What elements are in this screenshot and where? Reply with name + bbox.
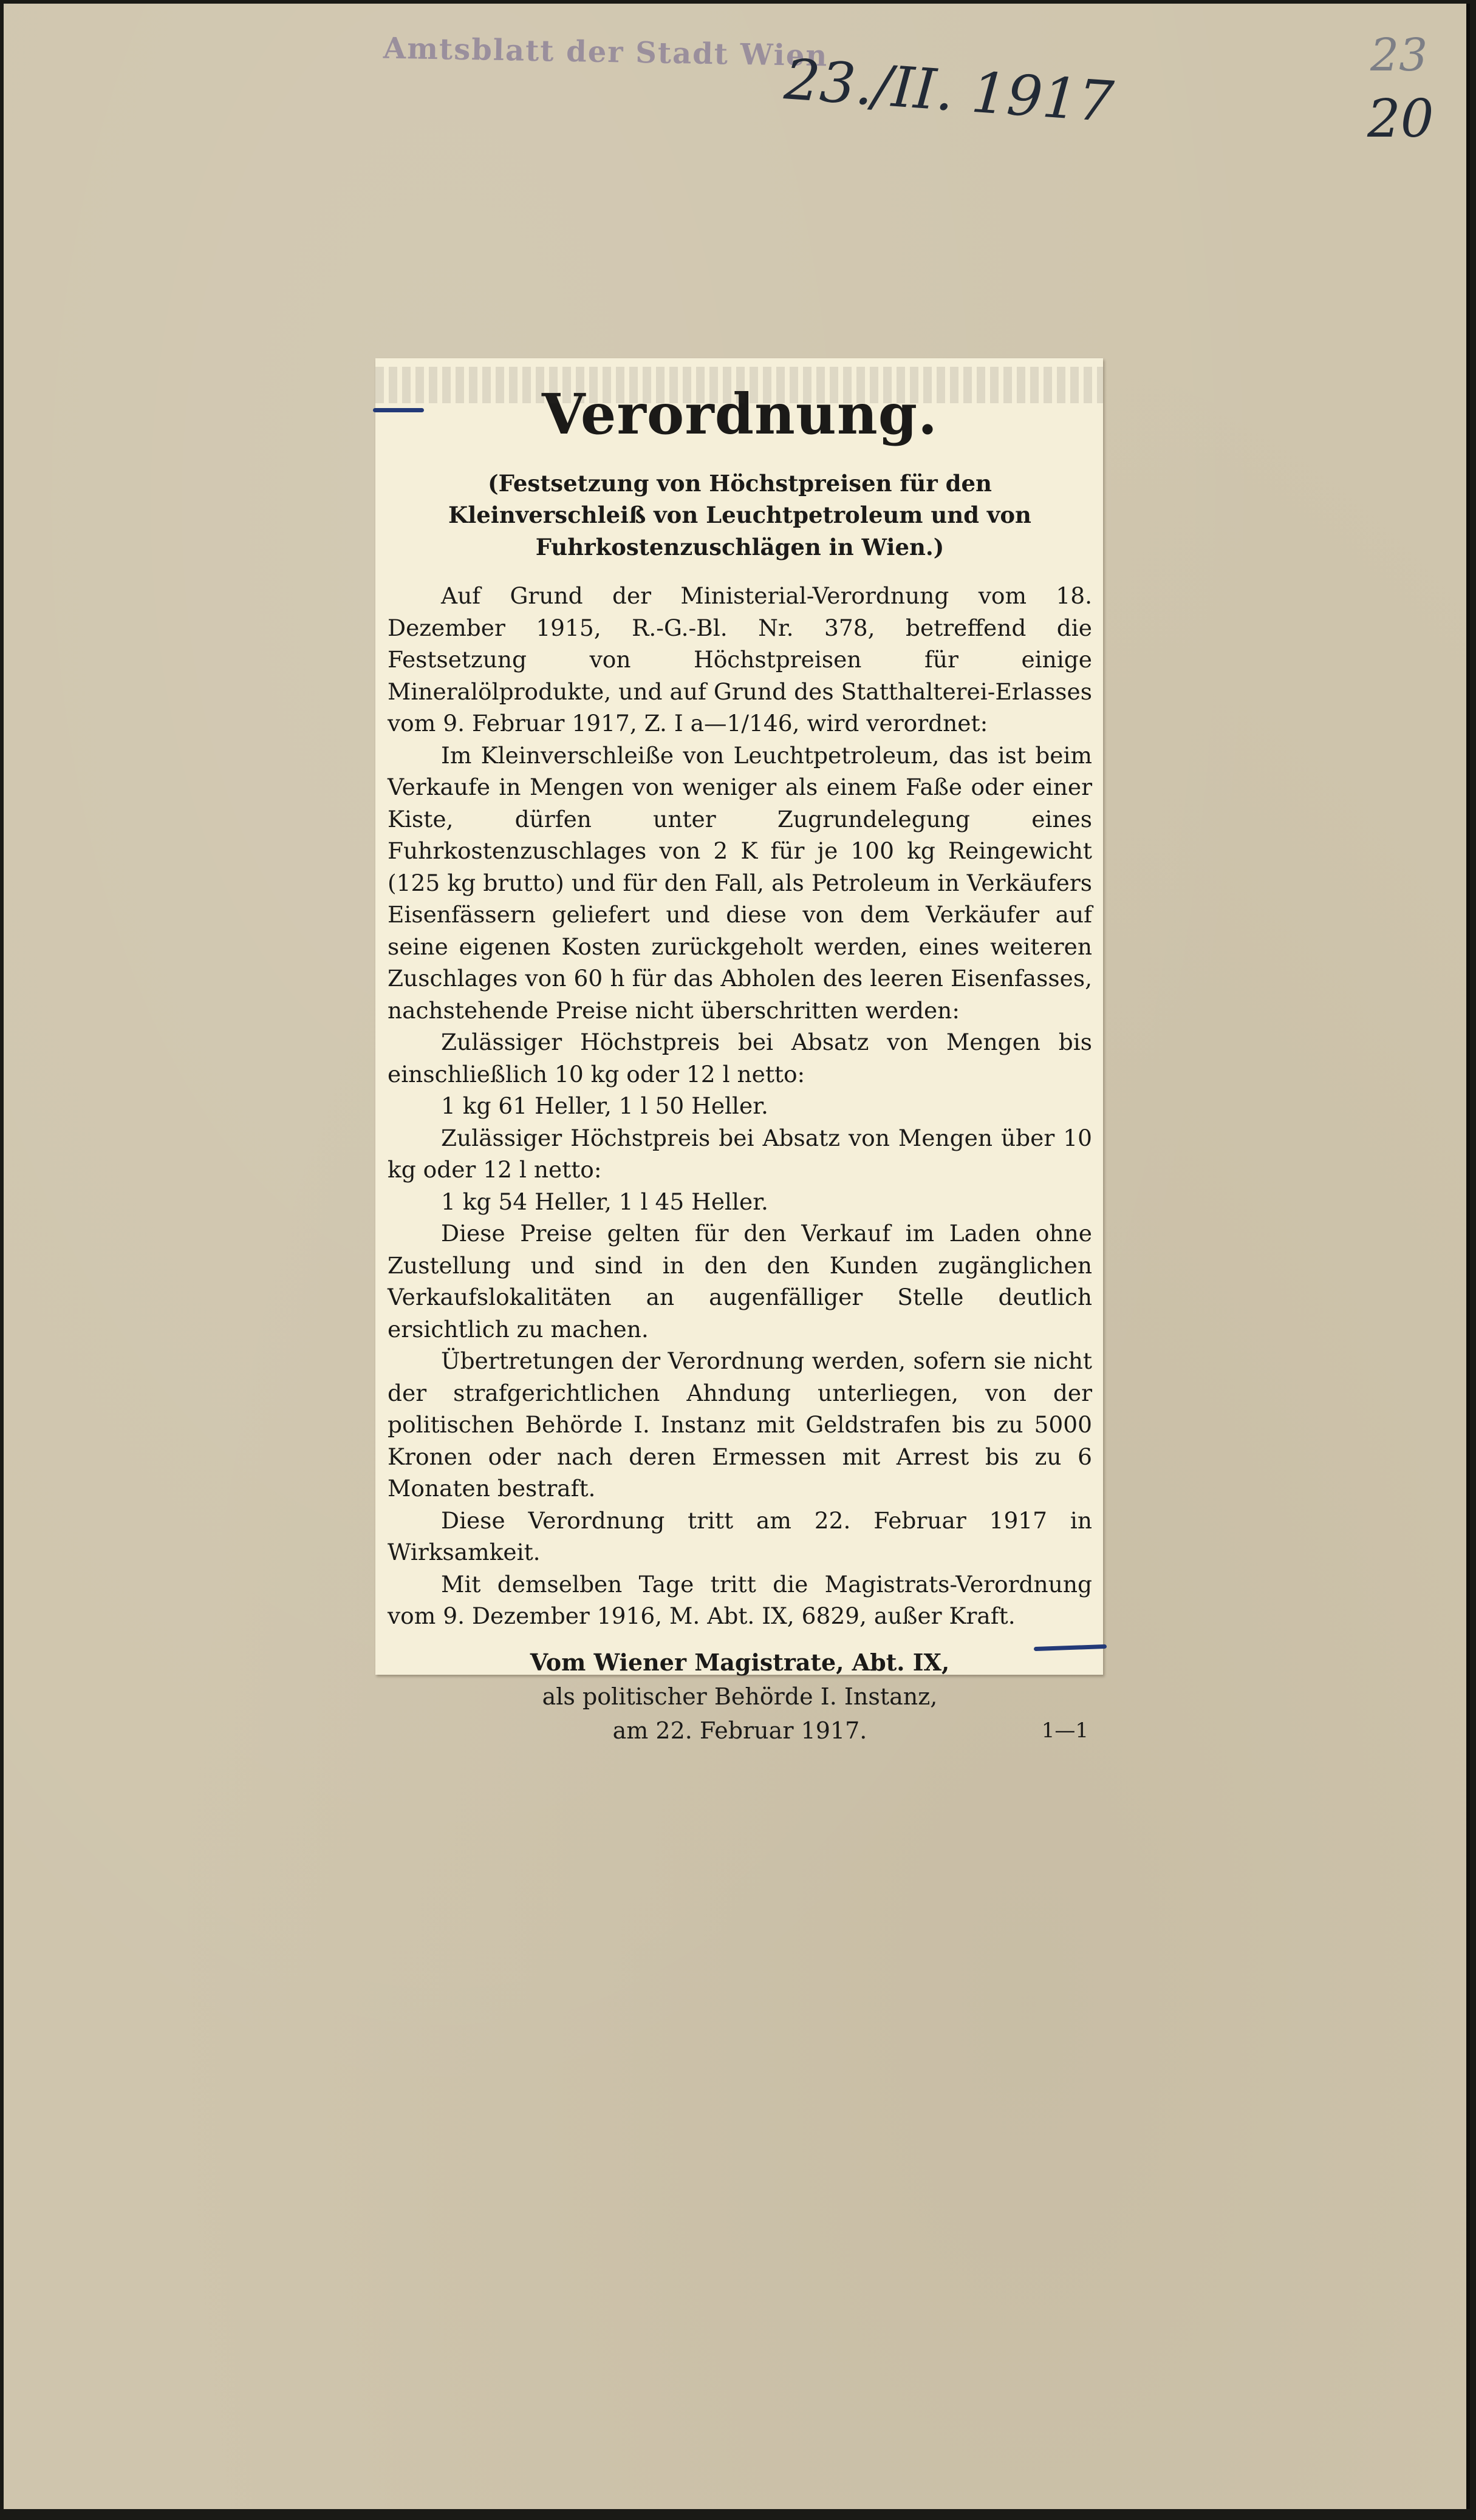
ordinance-title: Verordnung.: [541, 381, 938, 447]
reference-number: 1—1: [1041, 1718, 1088, 1743]
folio-number-top: 23: [1370, 29, 1428, 81]
pen-mark-left: [373, 408, 424, 412]
paragraph-legal-basis: Auf Grund der Ministerial-Verordnung vom 18. Dezember 1915, R.-G.-Bl. Nr. 378, betreffend die Festsetzung von Höchstpreisen für einige Mineralölprodukte, und auf Grund des Statthalterei-Erlasses vom 9. Februar 1917, Z. I a—1/146, wird verordnet:: [388, 582, 1092, 737]
signature-date: am 22. Februar 1917.: [612, 1717, 867, 1744]
paragraph-effective-date: Diese Verordnung tritt am 22. Februar 1917 in Wirksamkeit.: [388, 1507, 1092, 1566]
bleed-through-text: [375, 367, 1103, 403]
signature-date-row: [388, 1714, 1092, 1748]
signature-role: als politischer Behörde I. Instanz,: [542, 1683, 938, 1710]
paragraph-price-large-label: Zulässiger Höchstpreis bei Absatz von Mengen über 10 kg oder 12 l netto:: [388, 1124, 1092, 1183]
handwritten-date: 23./II. 1917: [782, 47, 1116, 135]
paragraph-price-small: 1 kg 61 Heller, 1 l 50 Heller.: [441, 1092, 768, 1120]
paragraph-price-small-label: Zulässiger Höchstpreis bei Absatz von Mengen bis einschließlich 10 kg oder 12 l netto:: [388, 1029, 1092, 1088]
paragraph-repeal: Mit demselben Tage tritt die Magistrats-Verordnung vom 9. Dezember 1916, M. Abt. IX, 6829, außer Kraft.: [388, 1570, 1092, 1630]
folio-number: 20: [1367, 89, 1434, 149]
signature-office: Vom Wiener Magistrate, Abt. IX,: [530, 1648, 950, 1676]
paragraph-retail-rule: Im Kleinverschleiße von Leuchtpetroleum, das ist beim Verkaufe in Mengen von weniger als einem Faße oder einer Kiste, dürfen unter Zugrundelegung eines Fuhrkostenzuschlages von 2 K für je 100 kg Reingewicht (125 kg brutto) und für den Fall, als Petroleum in Verkäufers Eisenfässern geliefert und diese von dem Verkäufer auf seine eigenen Kosten zurückgeholt werden, eines weiteren Zuschlages von 60 h für das Abholen des leeren Eisenfasses, nachstehende Preise nicht überschritten werden:: [388, 741, 1092, 1024]
ordinance-subtitle: (Festsetzung von Höchstpreisen für den Kleinverschleiß von Leuchtpetroleum und von Fuhrkostenzuschlägen in Wien.): [448, 469, 1031, 560]
paragraph-price-large: 1 kg 54 Heller, 1 l 45 Heller.: [441, 1188, 768, 1215]
archive-stamp: Amtsblatt der Stadt Wien: [383, 31, 829, 73]
archive-sheet: [4, 4, 1470, 2509]
paragraph-display-rule: Diese Preise gelten für den Verkauf im Laden ohne Zustellung und sind in den den Kunden zugänglichen Verkaufslokalitäten an augenfälliger Stelle deutlich ersichtlich zu machen.: [388, 1220, 1092, 1343]
newspaper-clipping: [375, 358, 1103, 1744]
paragraph-penalties: Übertretungen der Verordnung werden, sofern sie nicht der strafgerichtlichen Ahndung unterliegen, von der politischen Behörde I. Instanz mit Geldstrafen bis zu 5000 Kronen oder nach deren Ermessen mit Arrest bis zu 6 Monaten bestraft.: [388, 1347, 1092, 1502]
